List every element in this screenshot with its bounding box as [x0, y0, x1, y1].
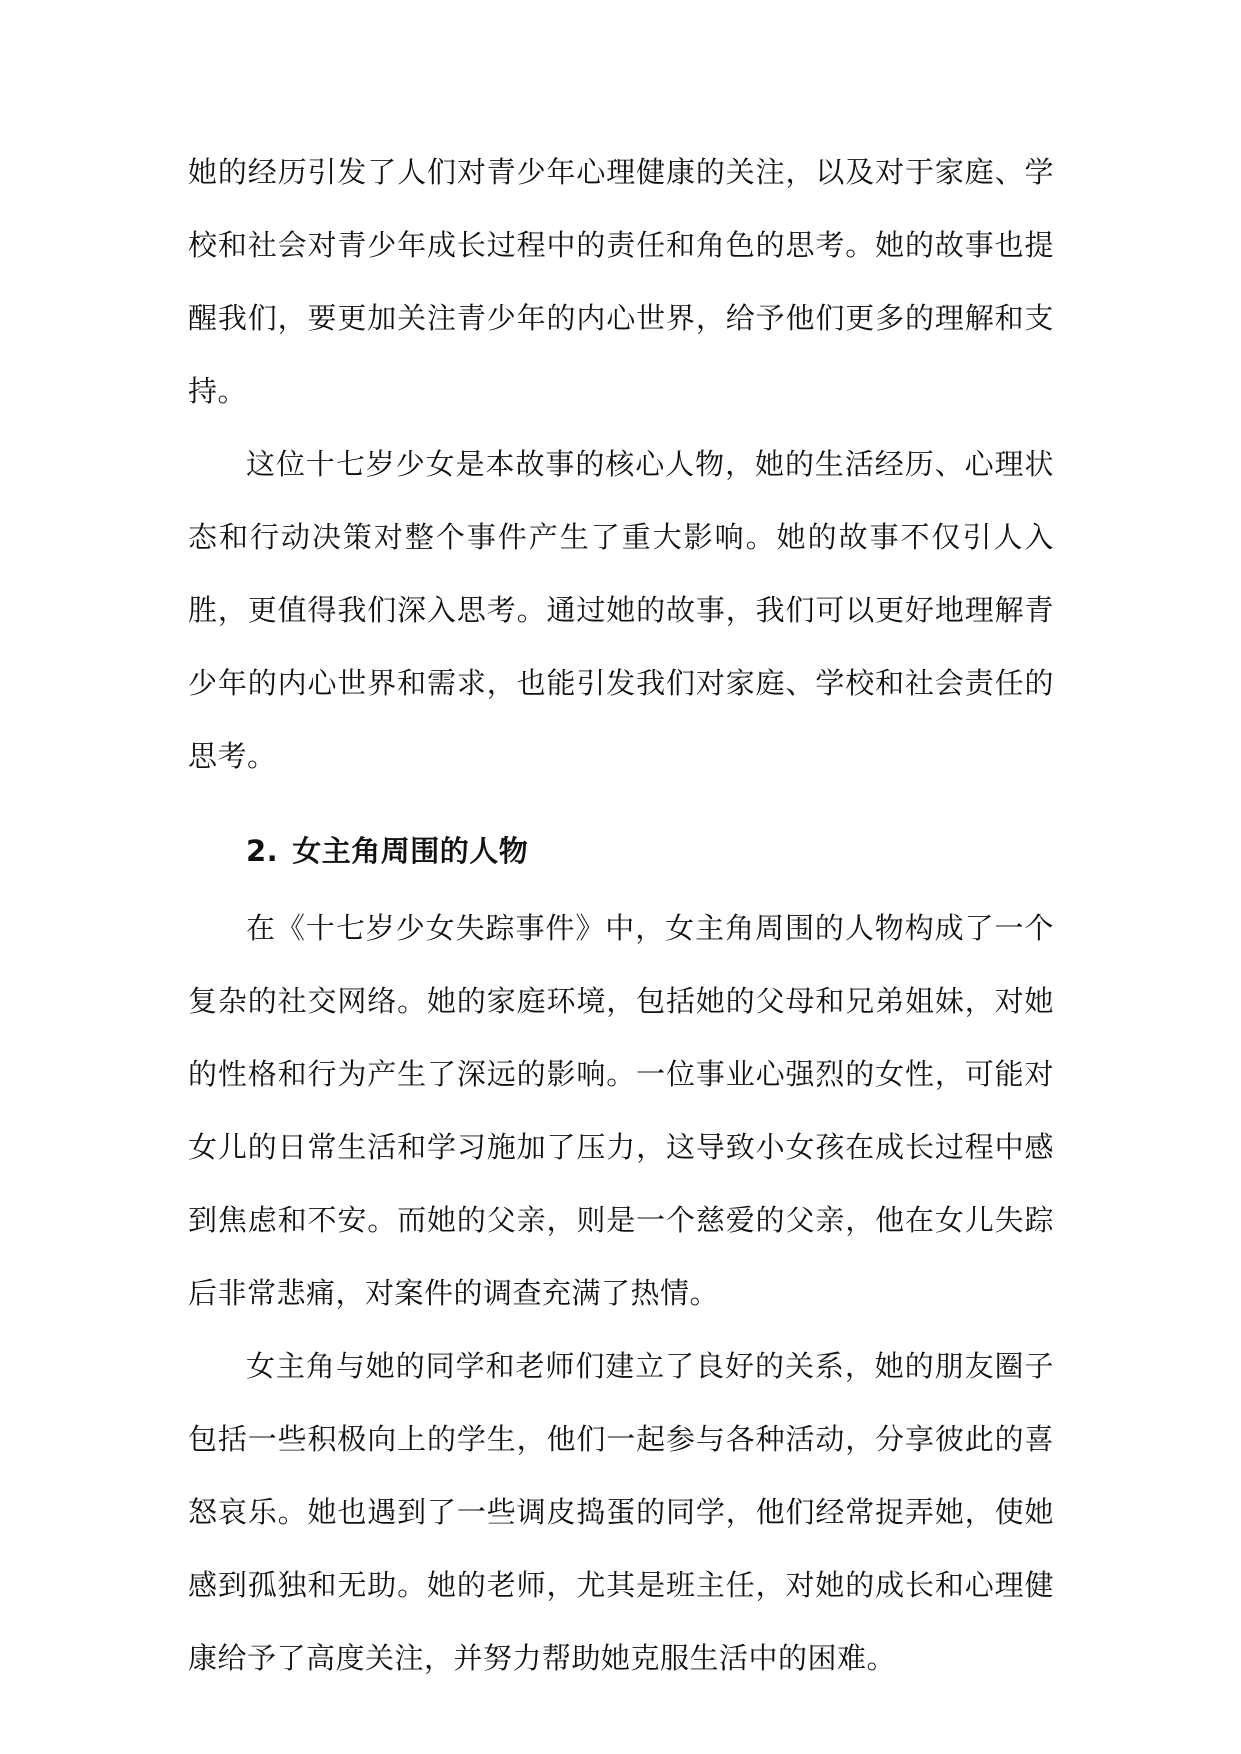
section-number: 2. [246, 834, 279, 868]
paragraph-classmates-teachers: 女主角与她的同学和老师们建立了良好的关系，她的朋友圈子包括一些积极向上的学生，他们一起参与各种活动，分享彼此的喜怒哀乐。她也遇到了一些调皮捣蛋的同学，他们经常捉弄她，使她感到孤独和无助。她的老师，尤其是班主任，对她的成长和心理健康给予了高度关注，并努力帮助她克服生活中的困难。 [188, 1349, 1054, 1675]
document-body [188, 136, 1054, 1695]
section-heading [188, 815, 1054, 888]
paragraph-family-network: 在《十七岁少女失踪事件》中，女主角周围的人物构成了一个复杂的社交网络。她的家庭环境，包括她的父母和兄弟姐妹，对她的性格和行为产生了深远的影响。一位事业心强烈的女性，可能对女儿的日常生活和学习施加了压力，这导致小女孩在成长过程中感到焦虑和不安。而她的父亲，则是一个慈爱的父亲，他在女儿失踪后非常悲痛，对案件的调查充满了热情。 [188, 911, 1054, 1310]
section-title: 女主角周围的人物 [292, 834, 529, 868]
paragraph-core-character: 这位十七岁少女是本故事的核心人物，她的生活经历、心理状态和行动决策对整个事件产生了重大影响。她的故事不仅引人入胜，更值得我们深入思考。通过她的故事，我们可以更好地理解青少年的内心世界和需求，也能引发我们对家庭、学校和社会责任的思考。 [188, 447, 1054, 773]
paragraph-mental-health-concern: 她的经历引发了人们对青少年心理健康的关注，以及对于家庭、学校和社会对青少年成长过程中的责任和角色的思考。她的故事也提醒我们，要更加关注青少年的内心世界，给予他们更多的理解和支持。 [188, 155, 1054, 408]
